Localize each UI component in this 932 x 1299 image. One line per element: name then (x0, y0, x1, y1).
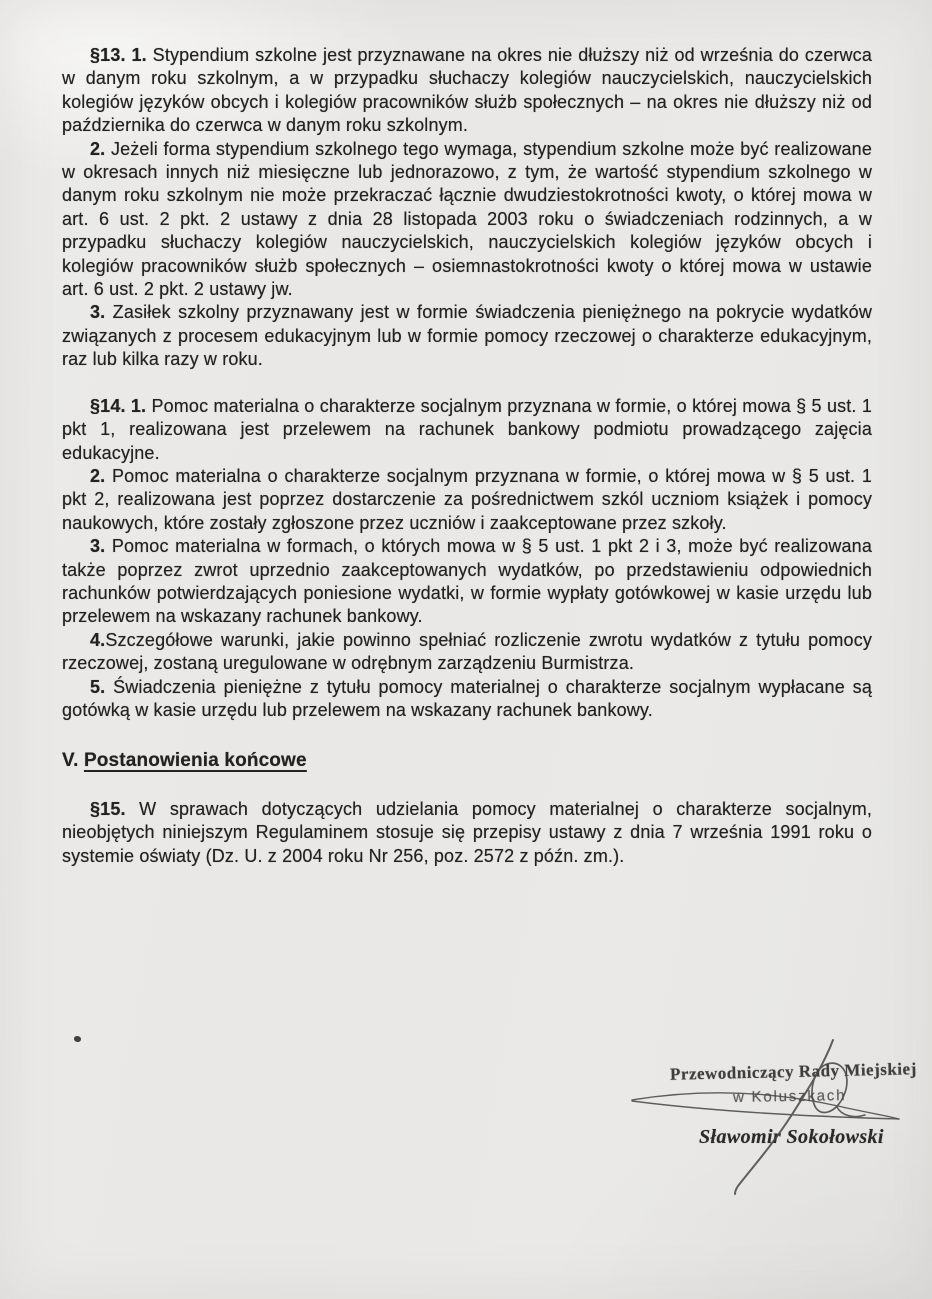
document-body (62, 44, 872, 868)
paragraph-lead: 2. (90, 465, 112, 486)
paragraph-14-2 (62, 465, 872, 535)
paragraph-14-3 (62, 535, 872, 629)
paragraph-lead: 4. (90, 629, 106, 650)
paragraph-text: W sprawach dotyczących udzielania pomocy materialnej o charakterze socjalnym, nieobjętych niniejszym Regulaminem stosuje się przepisy ustawy z dnia 7 września 1991 roku o systemie oświaty (Dz. U. z 2004 roku Nr 256, poz. 2572 z późn. zm.). (62, 798, 872, 866)
ink-speck (73, 1035, 81, 1043)
paragraph-text: Pomoc materialna o charakterze socjalnym przyznana w formie, o której mowa § 5 ust. 1 pkt 1, realizowana jest przelewem na rachunek bankowy podmiotu prowadzącego zajęcia edukacyjne. (62, 395, 872, 463)
paragraph-14-4 (62, 629, 872, 676)
paragraph-14-5 (62, 676, 872, 723)
heading-numeral: V. (62, 750, 79, 772)
signatory-name: Sławomir Sokołowski (699, 1126, 884, 1148)
paragraph-text: Jeżeli forma stypendium szkolnego tego wymaga, stypendium szkolne może być realizowane w okresach innych niż miesięczne lub jednorazowo, z tym, że wartość stypendium szkolnego w danym roku szkolnym nie może przekraczać łącznie dwudziestokrotności kwoty, o której mowa w art. 6 ust. 2 pkt. 2 ustawy z dnia 28 listopada 2003 roku o świadczeniach rodzinnych, a w przypadku słuchaczy kolegiów nauczycielskich, nauczycielskich kolegiów języków obcych i kolegiów pracowników służb społecznych – osiemnastokrotności kwoty o której mowa w ustawie art. 6 ust. 2 pkt. 2 ustawy jw. (62, 138, 873, 300)
paragraph-lead: §13. 1. (90, 45, 153, 65)
paragraph-text: Stypendium szkolne jest przyznawane na okres nie dłuższy niż od września do czerwca w danym roku szkolnym, a w przypadku słuchaczy kolegiów nauczycielskich, nauczycielskich kolegiów języków obcych i kolegiów pracowników służb społecznych – na okres nie dłuższy niż od października do czerwca w danym roku szkolnym. (62, 45, 872, 136)
signature-stroke (735, 1040, 833, 1194)
paragraph-15 (62, 798, 872, 868)
handwritten-signature (590, 1020, 932, 1230)
paragraph-13-3 (62, 301, 872, 371)
paragraph-text: Szczegółowe warunki, jakie powinno spełniać rozliczenie zwrotu wydatków z tytułu pomocy rzeczowej, zostaną uregulowane w odrębnym zarządzeniu Burmistrza. (62, 629, 872, 674)
paragraph-text: Świadczenia pieniężne z tytułu pomocy materialnej o charakterze socjalnym wypłacane są gotówką w kasie urzędu lub przelewem na wskazany rachunek bankowy. (62, 676, 872, 720)
paragraph-lead: 2. (90, 138, 111, 159)
paragraph-13-2 (62, 138, 872, 302)
stamp-title: Przewodniczący Rady Miejskiej (669, 1059, 917, 1084)
paragraph-14-1 (62, 395, 872, 465)
paragraph-text: Pomoc materialna o charakterze socjalnym przyznana w formie, o której mowa w § 5 ust. 1 pkt 2, realizowana jest poprzez dostarczenie za pośrednictwem szkól uczniom książek i pomocy naukowych, które zostały zgłoszone przez uczniów i zaakceptowane przez szkoły. (62, 465, 872, 533)
paragraph-text: Zasiłek szkolny przyznawany jest w formie świadczenia pieniężnego na pokrycie wydatków związanych z procesem edukacyjnym lub w formie pomocy rzeczowej o charakterze edukacyjnym, raz lub kilka razy w roku. (62, 302, 872, 370)
paragraph-lead: 5. (90, 676, 114, 697)
signature-stroke (812, 1063, 847, 1112)
paragraph-lead: 3. (90, 302, 113, 323)
paragraph-text: Pomoc materialna w formach, o których mowa w § 5 ust. 1 pkt 2 i 3, może być realizowana także poprzez zwrot uprzednio zaakceptowanych wydatków, po przedstawieniu odpowiednich rachunków potwierdzających poniesione wydatki, w formie wypłaty gotówkowej w kasie urzędu lub przelewem na wskazany rachunek bankowy. (62, 536, 872, 627)
paragraph-lead: 3. (90, 536, 112, 557)
stamp-location: w Koluszkach (732, 1087, 847, 1106)
section-heading (62, 749, 872, 772)
paragraph-lead: §15. (90, 798, 140, 819)
heading-title: Postanowienia końcowe (83, 750, 307, 772)
paragraph-lead: §14. 1. (90, 395, 152, 416)
paragraph-13-1 (62, 44, 872, 138)
